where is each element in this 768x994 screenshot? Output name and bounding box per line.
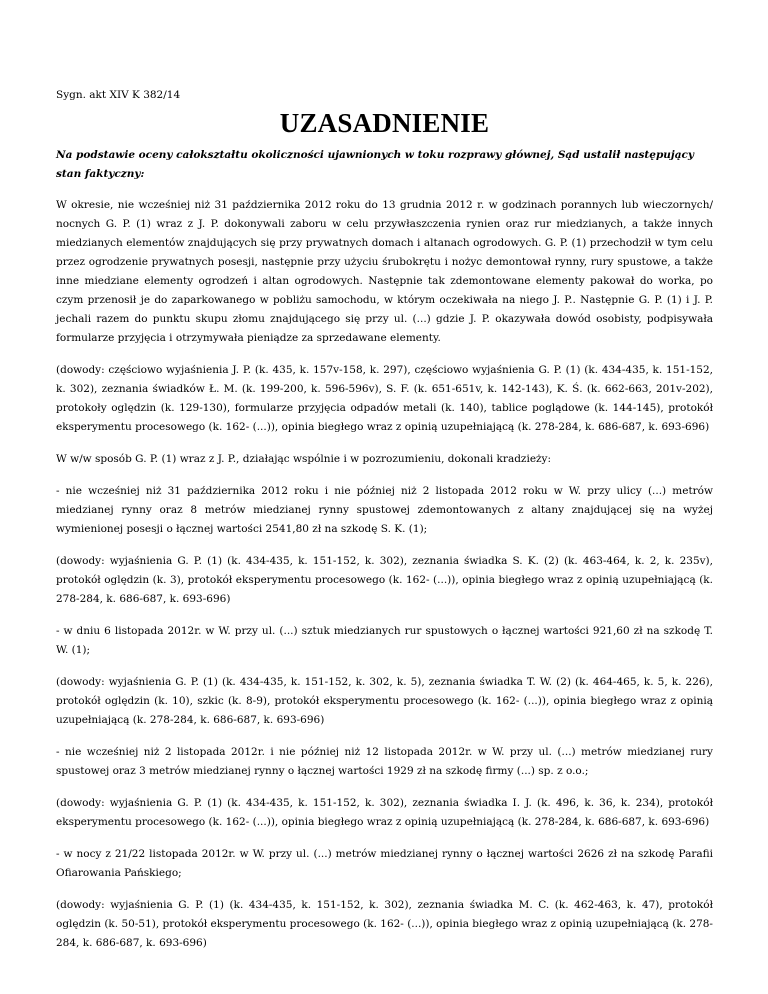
document-title: UZASADNIENIE (279, 108, 490, 138)
paragraph-theft-1: - nie wcześniej niż 31 października 2012 roku i nie później niż 2 listopada 2012 roku w W. przy ulicy (...) metrów miedzianej rynny oraz 8 metrów miedzianej rynny spustowej zdemontowanych z altany znajdującej się na wyżej wymienionej posesji o łącznej wartości 2541,80 zł na szkodę S. K. (1); (56, 485, 713, 535)
paragraph-theft-4: - w nocy z 21/22 listopada 2012r. w W. przy ul. (...) metrów miedzianej rynny o łącznej wartości 2626 zł na szkodę Parafii Ofiarowania Pańskiego; (56, 848, 713, 879)
case-signature: Sygn. akt XIV K 382/14 (56, 89, 181, 101)
paragraph-evidence-1: (dowody: wyjaśnienia G. P. (1) (k. 434-435, k. 151-152, k. 302), zeznania świadka S. K. (2) (k. 463-464, k. 2, k. 235v), protokół oględzin (k. 3), protokół eksperymentu procesowego (k. 162- (...)), opinia biegłego wraz z opinią uzupełniającą (k. 278-284, k. 686-687, k. 693-696) (56, 555, 713, 605)
paragraph-theft-2: - w dniu 6 listopada 2012r. w W. przy ul. (...) sztuk miedzianych rur spustowych o łącznej wartości 921,60 zł na szkodę T. W. (1); (56, 625, 713, 656)
intro-statement: Na podstawie oceny całokształtu okoliczności ujawnionych w toku rozprawy głównej, Sąd ustalił następujący stan faktyczny: (56, 149, 695, 180)
paragraph-evidence-2: (dowody: wyjaśnienia G. P. (1) (k. 434-435, k. 151-152, k. 302, k. 5), zeznania świadka T. W. (2) (k. 464-465, k. 5, k. 226), protokół oględzin (k. 10), szkic (k. 8-9), protokół eksperymentu procesowego (k. 162- (...)), opinia biegłego wraz z opinią uzupełniającą (k. 278-284, k. 686-687, k. 693-696) (56, 676, 713, 726)
paragraph-evidence-general: (dowody: częściowo wyjaśnienia J. P. (k. 435, k. 157v-158, k. 297), częściowo wyjaśnienia G. P. (1) (k. 434-435, k. 151-152, k. 302), zeznania świadków Ł. M. (k. 199-200, k. 596-596v), S. F. (k. 651-651v, k. 142-143), K. Ś. (k. 662-663, 201v-202), protokoły oględzin (k. 129-130), formularze przyjęcia odpadów metali (k. 140), tablice poglądowe (k. 144-145), protokół eksperymentu procesowego (k. 162- (...)), opinia biegłego wraz z opinią uzupełniającą (k. 278-284, k. 686-687, k. 693-696) (56, 364, 713, 433)
paragraph-thefts-intro: W w/w sposób G. P. (1) wraz z J. P., działając wspólnie i w pozrozumieniu, dokonali kradzieży: (56, 453, 552, 465)
paragraph-theft-3: - nie wcześniej niż 2 listopada 2012r. i nie później niż 12 listopada 2012r. w W. przy ul. (...) metrów miedzianej rury spustowej oraz 3 metrów miedzianej rynny o łącznej wartości 1929 zł na szkodę firmy (...) sp. z o.o.; (56, 746, 713, 777)
document-page (56, 88, 713, 966)
paragraph-evidence-3: (dowody: wyjaśnienia G. P. (1) (k. 434-435, k. 151-152, k. 302), zeznania świadka I. J. (k. 496, k. 36, k. 234), protokół eksperymentu procesowego (k. 162- (...)), opinia biegłego wraz z opinią uzupełniającą (k. 278-284, k. 686-687, k. 693-696) (56, 797, 713, 828)
paragraph-evidence-4: (dowody: wyjaśnienia G. P. (1) (k. 434-435, k. 151-152, k. 302), zeznania świadka M. C. (k. 462-463, k. 47), protokół oględzin (k. 50-51), protokół eksperymentu procesowego (k. 162- (...)), opinia biegłego wraz z opinią uzupełniającą (k. 278-284, k. 686-687, k. 693-696) (56, 899, 713, 949)
paragraph-facts: W okresie, nie wcześniej niż 31 października 2012 roku do 13 grudnia 2012 r. w godzinach porannych lub wieczornych/ nocnych G. P. (1) wraz z J. P. dokonywali zaboru w celu przywłaszczenia rynien oraz rur miedzianych, a także innych miedzianych elementów znajdujących się przy prywatnych domach i altanach ogrodowych. G. P. (1) przechodził w tym celu przez ogrodzenie prywatnych posesji, następnie przy użyciu śrubokrętu i nożyc demontował rynny, rury spustowe, a także inne miedziane elementy ogrodzeń i altan ogrodowych. Następnie tak zdemontowane elementy pakował do worka, po czym przenosił je do zaparkowanego w pobliżu samochodu, w którym oczekiwała na niego J. P.. Następnie G. P. (1) i J. P. jechali razem do punktu skupu złomu znajdującego się przy ul. (...) gdzie J. P. okazywała dowód osobisty, podpisywała formularze przyjęcia i otrzymywała pieniądze za sprzedawane elementy. (56, 199, 713, 344)
